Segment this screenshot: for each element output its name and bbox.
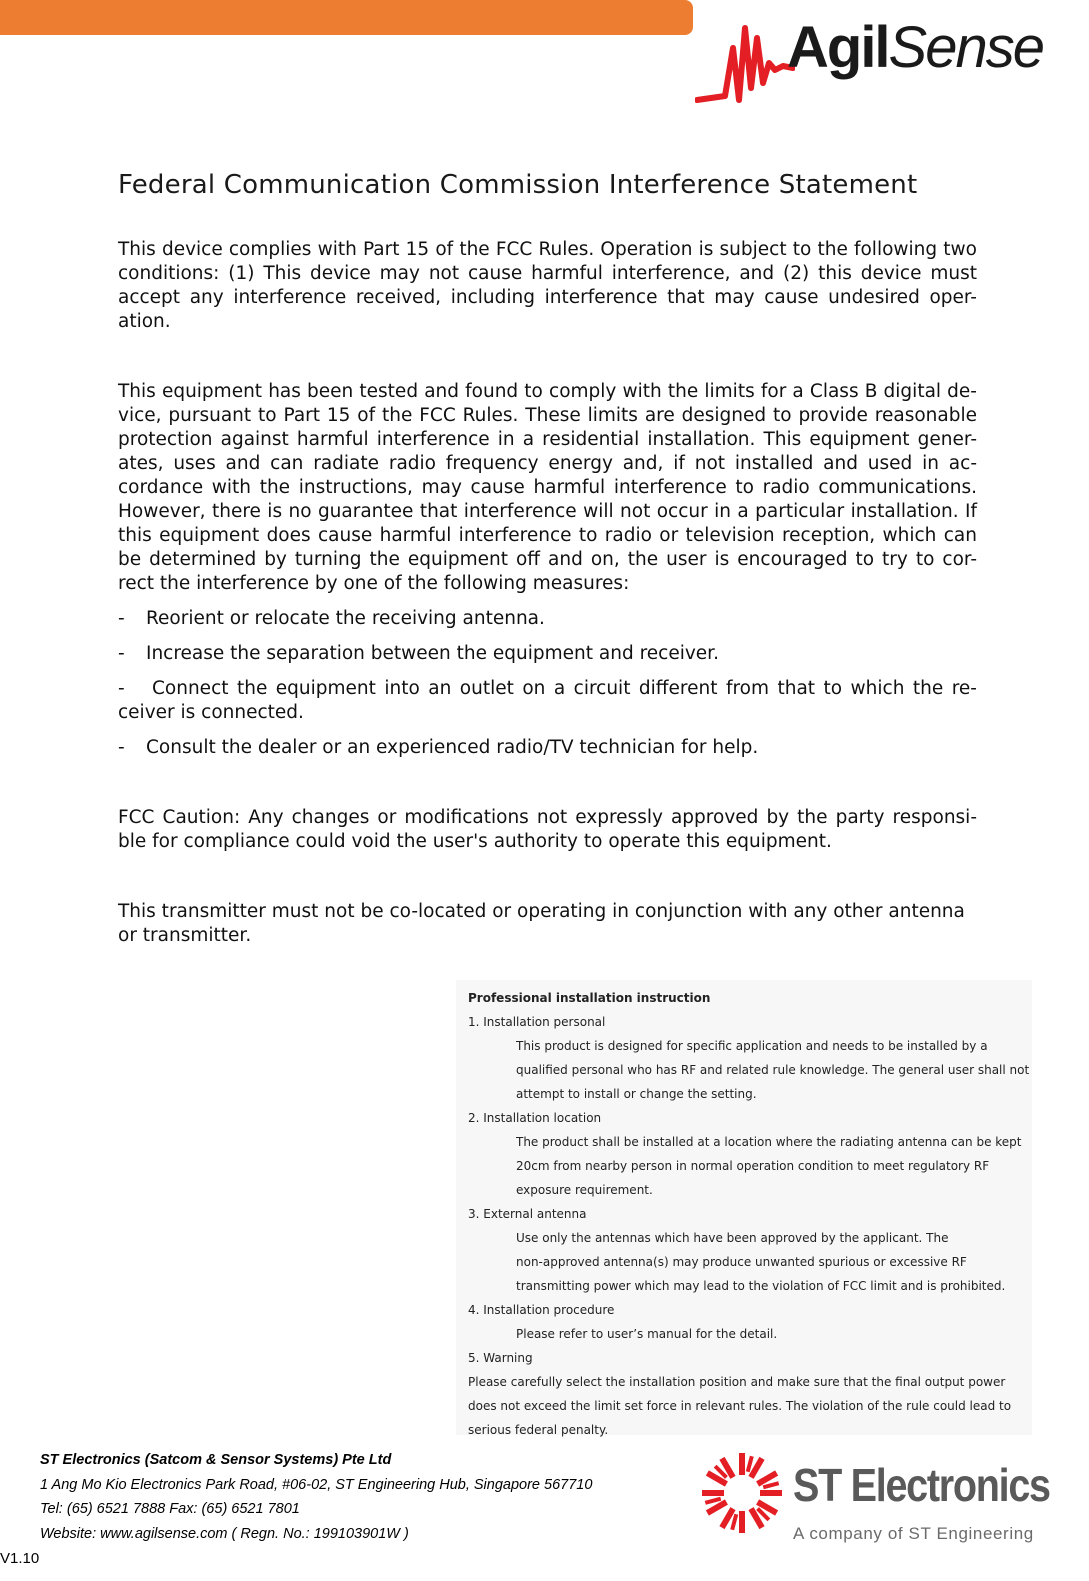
section-text: This product is designed for specific application and needs to be installed by a (516, 1039, 988, 1053)
section-text: exposure requirement. (516, 1183, 653, 1197)
company-name: ST Electronics (Satcom & Sensor Systems) Pte Ltd (40, 1452, 392, 1468)
section-heading: 2. Installation location (468, 1111, 602, 1125)
company-address: 1 Ang Mo Kio Electronics Park Road, #06-02, ST Engineering Hub, Singapore 567710 (40, 1476, 593, 1493)
paragraph-compliance: This device complies with Part 15 of the FCC Rules. Operation is subject to the following two conditions: (1) This device may not cause harmful interference, and (2) this device must accept any interference received, including interference that may cause undesired oper-ation. (118, 239, 977, 332)
list-item: - Reorient or relocate the receiving antenna. (118, 608, 545, 629)
version-label: V1.10 (0, 1550, 40, 1567)
section-text: 20cm from nearby person in normal operation condition to meet regulatory RF (516, 1159, 990, 1173)
list-item: - Connect the equipment into an outlet on a circuit different from that to which the re-ceiver is connected. (118, 678, 977, 723)
st-electronics-logo (697, 1448, 1087, 1558)
section-heading: 3. External antenna (468, 1207, 587, 1221)
section-text: attempt to install or change the setting. (516, 1087, 757, 1101)
company-website: Website: www.agilsense.com ( Regn. No.: 199103901W ) (40, 1525, 409, 1542)
section-heading: 1. Installation personal (468, 1015, 606, 1029)
company-phone: Tel: (65) 6521 7888 Fax: (65) 6521 7801 (40, 1501, 300, 1517)
starburst-icon (697, 1448, 787, 1538)
section-text: serious federal penalty. (468, 1423, 609, 1437)
installation-instruction-image (456, 980, 1032, 1435)
paragraph-class-b: This equipment has been tested and found to comply with the limits for a Class B digital de-vice, pursuant to Part 15 of the FCC Rules. These limits are designed to provide reasonable protection against harmful interference in a residential installation. This equipment gener-ates, uses and can radiate radio frequency energy and, if not installed and used in ac-cordance with the instructions, may cause harmful interference to radio communications. However, there is no guarantee that interference will not occur in a particular installation. If this equipment does cause harmful interference to radio or television reception, which can be determined by turning the equipment off and on, the user is encouraged to try to cor-rect the interference by one of the following measures: (118, 381, 977, 594)
list-item: - Consult the dealer or an experienced radio/TV technician for help. (118, 737, 759, 758)
paragraph-fcc-caution: FCC Caution: Any changes or modifications not expressly approved by the party responsi-ble for compliance could void the user's authority to operate this equipment. (118, 807, 977, 852)
st-wordmark: ST Electronics (793, 1459, 1050, 1511)
section-text: The product shall be installed at a location where the radiating antenna can be kept (516, 1135, 1022, 1149)
installation-title: Professional installation instruction (468, 991, 711, 1005)
heartbeat-wave-icon (695, 8, 795, 112)
list-item: - Increase the separation between the equipment and receiver. (118, 643, 719, 664)
page-title: Federal Communication Commission Interference Statement (118, 170, 918, 200)
footer-contact (40, 1448, 680, 1546)
section-text: non-approved antenna(s) may produce unwanted spurious or excessive RF (516, 1255, 967, 1269)
logo-wordmark: AgilSense (787, 15, 1044, 80)
section-text: does not exceed the limit set force in relevant rules. The violation of the rule could lead to (468, 1399, 1012, 1413)
section-text: Please carefully select the installation position and make sure that the final output power (468, 1375, 1006, 1389)
paragraph-colocation: This transmitter must not be co-located or operating in conjunction with any other antenna or transmitter. (118, 901, 965, 946)
section-text: Please refer to user’s manual for the detail. (516, 1327, 778, 1341)
section-text: Use only the antennas which have been approved by the applicant. The (516, 1231, 949, 1245)
section-heading: 5. Warning (468, 1351, 533, 1365)
st-tagline: A company of ST Engineering (793, 1524, 1034, 1543)
section-heading: 4. Installation procedure (468, 1303, 615, 1317)
section-text: qualified personal who has RF and related rule knowledge. The general user shall not (516, 1063, 1030, 1077)
document-body (118, 168, 977, 948)
header-accent-bar (0, 0, 693, 35)
section-text: transmitting power which may lead to the violation of FCC limit and is prohibited. (516, 1279, 1006, 1293)
agilsense-logo (695, 8, 1085, 112)
